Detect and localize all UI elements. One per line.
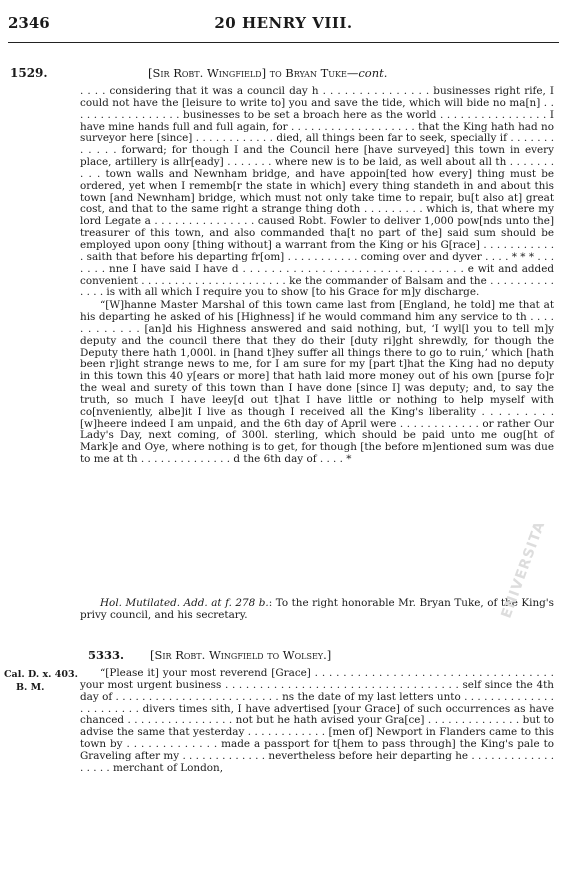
letter1-heading-text: [Sir Robt. Wingfield] to Bryan Tuke <box>148 66 347 80</box>
running-title: 20 HENRY VIII. <box>214 14 353 32</box>
letter1-note-italic: Hol. Mutilated. Add. at f. 278 b. <box>100 597 269 609</box>
letter2-heading: [Sir Robt. Wingfield to Wolsey.] <box>150 648 332 662</box>
margin-reference <box>4 668 78 694</box>
letter1-note <box>80 598 554 622</box>
letter1-body <box>80 86 554 466</box>
letter1-note-text: : To the right honorable Mr. Bryan Tuke, of the King's privy council, and his secretary. <box>80 597 554 621</box>
margin-reference-2: B. M. <box>16 682 45 693</box>
header-rule <box>8 42 559 43</box>
page-header <box>0 10 567 38</box>
letter1-heading-cont: —cont. <box>346 66 388 80</box>
letter2-body <box>80 668 554 775</box>
letter1-paragraph-2: “[W]hanne Master Marshal of this town came last from [England, he told] me that at his departing he asked of his [Highness] if he would command him any service to th . . . . . . . . . . . . [an]d his Highness answered and said nothing, but, ‘I wyl[l you to tell m]y deputy and the council there that they do their [duty ri]ght shrewdly, for though the Deputy there hath 1,000l. in [hand t]hey suffer all things there to go to ruin,’ which [hath been r]ight strange news to me, for I am sure for my [part t]hat the King had no deputy in this town this 40 y[ears or more] that hath laid more money out of his own [purse fo]r the weal and surety of this town than I have done [since I] was deputy; and, to say the truth, so much I have leey[d out t]hat I have little or nothing to help myself with co[nveniently, albe]it I live as though I received all the King's liberality . . . . . . . . . [w]heere indeed I am unpaid, and the 6th day of April were . . . . . . . . . . . . or rather Our Lady's Day, next coming, of 300l. sterling, which should be paid unto me oug[ht of Mark]e and Oye, where nothing is to get, for though [the before m]entioned sum was due to me at th . . . . . . . . . . . . . . d the 6th day of . . . . * <box>80 299 554 466</box>
page-number: 2346 <box>8 14 50 32</box>
letter2-number: 5333. <box>88 648 125 662</box>
letter1-paragraph-1: . . . . considering that it was a council day h . . . . . . . . . . . . . . . businesses right rife, I could not have the [leisure to write to] you and save the tide, which will bide no ma[n] . . . . . . . . . . . . . . . . . businesses to be set a broach here as the world . . . . . . . . . . . . . . . . I have mine hands full and full again, for . . . . . . . . . . . . . . . . . . . that the King hath had no surveyor here [since] . . . . . . . . . . . . died, all things been far to seek, specially if . . . . . . . . . . . . forward; for though I and the Council here [have surveyed] this town in every place, artillery is allr[eady] . . . . . . . where new is to be laid, as well about all th . . . . . . . . . . town walls and Newnham bridge, and have appoin[ted how every] thing must be ordered, yet when I rememb[r the state in which] every thing standeth in and about this town [and Newnham] bridge, which must not only take time to repair, bu[t also at] great cost, and that to the same right a strange thing doth . . . . . . . . . which is, that where my lord Legate a . . . . . . . . . . . . . . . caused Robt. Fowler to deliver 1,000 pow[nds unto the] treasurer of this town, and also commanded tha[t no part of the] said sum should be employed upon oony [thing without] a warrant from the King or his G[race] . . . . . . . . . . . . saith that before his departing fr[om] . . . . . . . . . . . coming over and dyver . . . . * * * . . . . . . . nne I have said I have d . . . . . . . . . . . . . . . . . . . . . . . . . . . . . . . e wit and added convenient . . . . . . . . . . . . . . . . . . . . . . ke the commander of Balsam and the . . . . . . . . . . . . . . is with all which I require you to show [to his Grace for m]y discharge. <box>80 85 554 299</box>
letter2-paragraph: “[Please it] your most reverend [Grace] . . . . . . . . . . . . . . . . . . . . . . . . . . . . . . . . . . your most urgent business . . . . . . . . . . . . . . . . . . . . . . . . . . . . . . . . . . self since the 4th day of . . . . . . . . . . . . . . . . . . . . . . . . . ns the date of my last letters unto . . . . . . . . . . . . . . . . . . . . . . . divers times sith, I have advertised [your Grace] of such occurrences as have chanced . . . . . . . . . . . . . . . . not but he hath avised your Gra[ce] . . . . . . . . . . . . . . but to advise the same that yesterday . . . . . . . . . . . . [men of] Newport in Flanders came to this town by . . . . . . . . . . . . . made a passport for t[hem to pass through] the King's pale to Graveling after my . . . . . . . . . . . . . nevertheless before heir departing he . . . . . . . . . . . . . . . . . . merchant of London, <box>80 667 554 774</box>
year-margin: 1529. <box>10 66 48 80</box>
letter1-heading <box>148 66 387 80</box>
library-watermark: ENIVERSITA <box>498 518 549 621</box>
margin-reference-1: Cal. D. x. 403. <box>4 669 78 680</box>
